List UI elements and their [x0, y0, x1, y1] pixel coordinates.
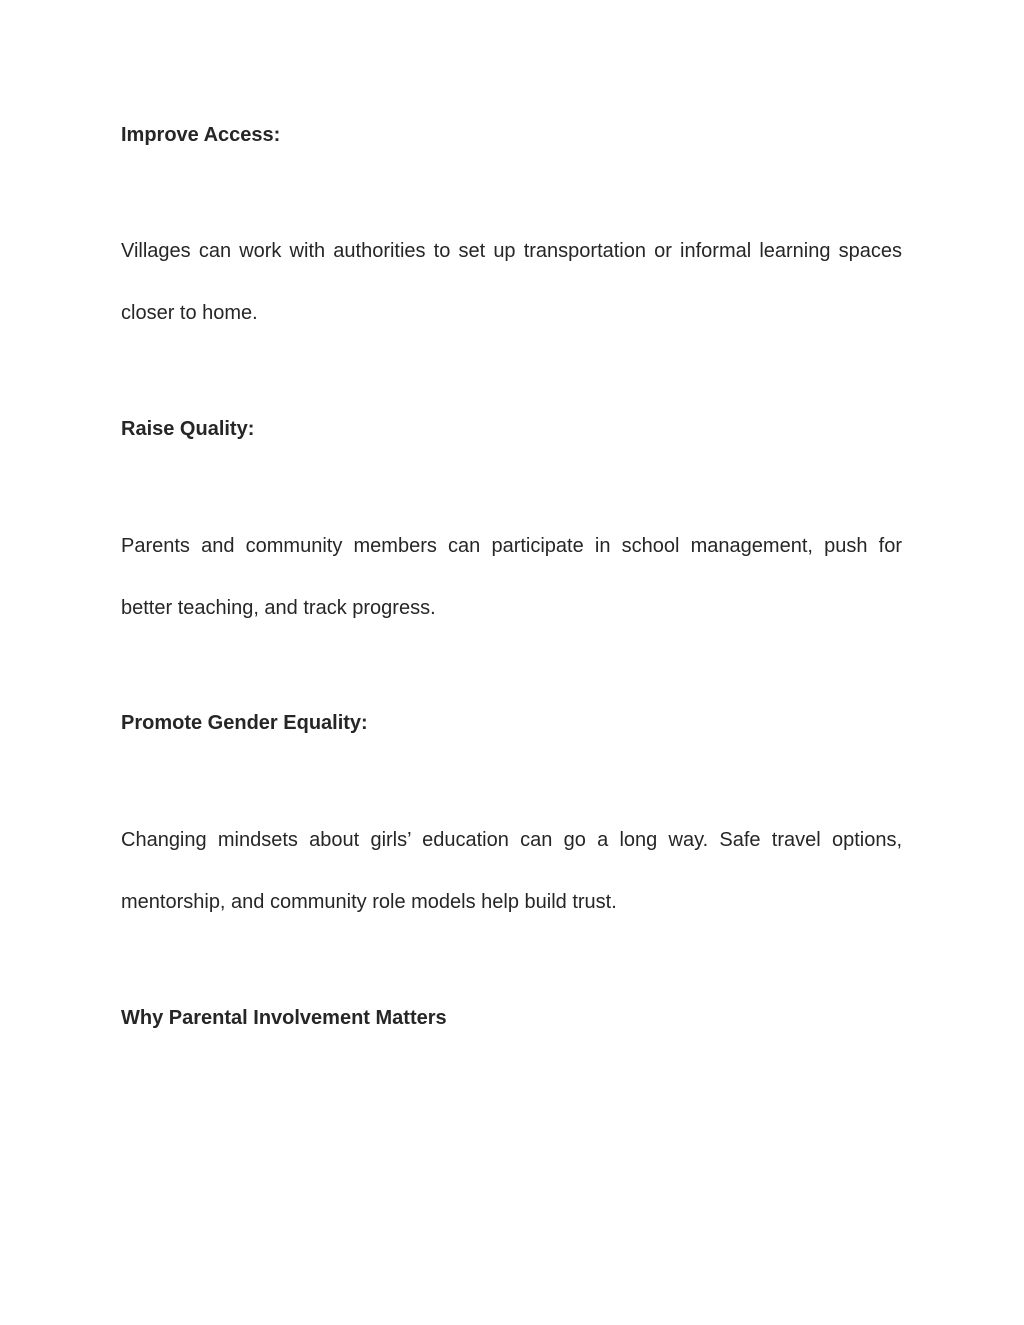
section-heading-gender-equality: Promote Gender Equality: [121, 712, 368, 734]
section-paragraph-improve-access: Villages can work with authorities to set up transportation or informal learning spaces closer to home. [121, 240, 902, 324]
section-heading-improve-access: Improve Access: [121, 124, 281, 146]
section-paragraph-raise-quality: Parents and community members can participate in school management, push for better teaching, and track progress. [121, 535, 902, 619]
section-heading-raise-quality: Raise Quality: [121, 418, 255, 440]
section-heading-parental-involvement: Why Parental Involvement Matters [121, 1007, 447, 1029]
section-paragraph-gender-equality: Changing mindsets about girls’ education can go a long way. Safe travel options, mentorship, and community role models help build trust. [121, 829, 902, 913]
